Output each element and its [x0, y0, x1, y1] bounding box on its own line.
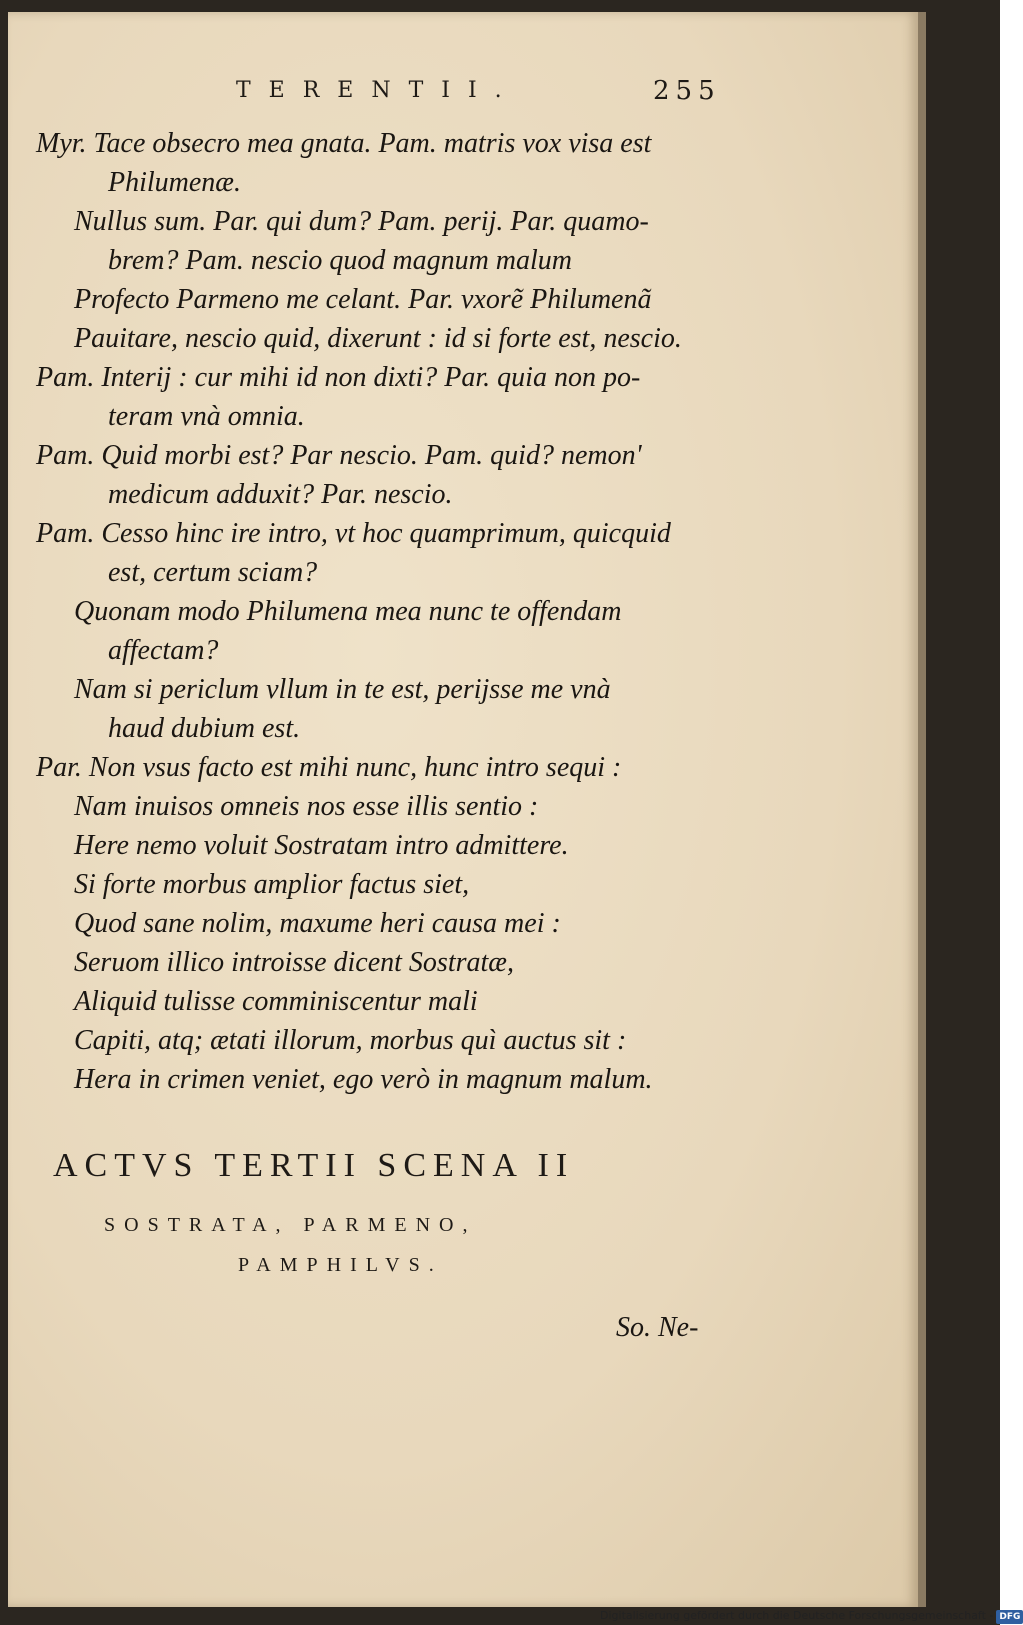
text-line: Par. Non vsus facto est mihi nunc, hunc intro sequi :: [36, 752, 622, 783]
text-line: Quod sane nolim, maxume heri causa mei :: [74, 908, 561, 939]
running-title: TERENTII.: [236, 78, 520, 103]
text-line: medicum adduxit? Par. nescio.: [108, 479, 453, 510]
page-number: 255: [653, 76, 721, 106]
text-line: Nullus sum. Par. qui dum? Pam. perij. Par. quamo-: [74, 206, 649, 237]
text-line: affectam?: [108, 635, 219, 666]
text-line: Myr. Tace obsecro mea gnata. Pam. matris vox visa est: [36, 128, 652, 159]
text-line: Nam si periclum vllum in te est, perijsse me vnà: [74, 674, 611, 705]
dramatis-personae: PAMPHILVS.: [238, 1254, 443, 1276]
text-line: Capiti, atq; ætati illorum, morbus quì auctus sit :: [74, 1025, 627, 1056]
text-line: est, certum sciam?: [108, 557, 318, 588]
dramatis-personae: SOSTRATA, PARMENO,: [104, 1214, 477, 1236]
running-head: [8, 78, 918, 118]
catchword: So. Ne-: [616, 1312, 699, 1343]
text-line: Philumenæ.: [108, 167, 241, 198]
text-line: Pam. Interij : cur mihi id non dixti? Par. quia non po-: [36, 362, 641, 393]
page-edge: [918, 12, 926, 1607]
text-line: Aliquid tulisse comminiscentur mali: [74, 986, 478, 1017]
text-line: Here nemo voluit Sostratam intro admittere.: [74, 830, 569, 861]
dfg-logo: DFG: [996, 1610, 1023, 1624]
text-line: haud dubium est.: [108, 713, 301, 744]
book-page: [8, 12, 918, 1607]
text-line: Seruom illico introisse dicent Sostratæ,: [74, 947, 514, 978]
digitization-footer: [600, 1609, 1021, 1623]
text-line: Si forte morbus amplior factus siet,: [74, 869, 470, 900]
scene-heading: ACTVS TERTII SCENA II: [53, 1147, 575, 1184]
text-line: Hera in crimen veniet, ego verò in magnum malum.: [74, 1064, 653, 1095]
text-line: Pam. Cesso hinc ire intro, vt hoc quamprimum, quicquid: [36, 518, 671, 549]
text-line: Profecto Parmeno me celant. Par. vxorẽ Philumenã: [74, 284, 652, 315]
text-line: Pauitare, nescio quid, dixerunt : id si forte est, nescio.: [74, 323, 682, 354]
text-line: Nam inuisos omneis nos esse illis sentio :: [74, 791, 539, 822]
text-line: Pam. Quid morbi est? Par nescio. Pam. quid? nemon': [36, 440, 642, 471]
text-line: Quonam modo Philumena mea nunc te offendam: [74, 596, 622, 627]
text-line: brem? Pam. nescio quod magnum malum: [108, 245, 573, 276]
footer-text: Digitalisierung gefördert durch die Deutsche Forschungsgemeinschaft -: [600, 1609, 994, 1622]
text-line: teram vnà omnia.: [108, 401, 305, 432]
